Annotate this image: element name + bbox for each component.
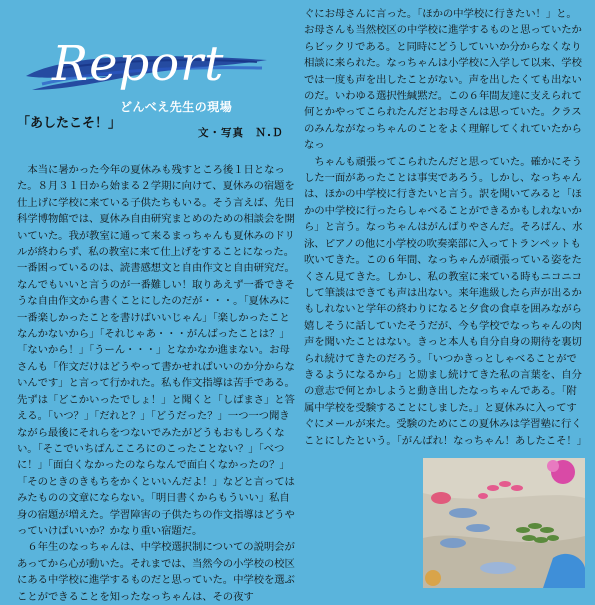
article-paragraph: ぐにお母さんに言った。「ほかの中学校に行きたい！」と。お母さんも当然校区の中学校に進学するものと思っていたからビックリである。と同時にどうしていいか分からなくなり相談に来られた。なっちゃんは小学校に入学して以来、学校では一度も声を出したことがない。声を出したくても出ないのだ。いわゆる選択性緘黙だ。この６年間友達に支えられて何とかやってこられたんだとお母さんは思っていた。クラスのみんながなっちゃんのことをよく理解してくれていたからなっ xyxy=(304,8,582,152)
report-header xyxy=(22,18,282,114)
article-paragraph: 本当に暑かった今年の夏休みも残すところ後１日となった。８月３１日から始まる２学期に向けて、夏休みの宿題を仕上げに学校に来ている子供たちもいる。そう言えば、先日科学博物館では、夏休み自由研究まとめのための相談会を開いていた。我が教室に通って来るまっちゃんも夏休みのドリルが終わらず、私の教室に来て仕上げをすることになった。一番困っているのは、読書感想文と自由作文と自由研究だ。なんでもいいと言うのが一番難しい！取りあえず一番できそうな自由作文から書くことにしたのだが・・・。「夏休みに一番楽しかったことを書けばいいじゃん」「楽しかったことなんかないから」「それじゃあ・・・がんばったことは？」「ないから！」「うーん・・・」となかなか進まない。お母さんも「作文だけはどうやって書かせればいいのか分からないんです」と言って行かれた。私も作文指導は苦手である。先ずは「どこかいったでしょ！」と聞くと「しばまさ」と答える。「いつ？」「だれと？」「どうだった？」一つ一つ聞きながら最後にそれらをつないでみたがどうもおもしろくない。「そこでいちばんこころにのこったことない？」「べつに！」「面白くなかったのならなんで面白くなかったの？」「そのときのきもちをかくといいんだよ！」などと言ってはみたものの文章にならない。「明日書くからもういい」私自身の宿題が増えた。学習障害の子供たちの作文指導はどうやっていけばいいか？かなり重い宿題だ。 xyxy=(17,164,295,537)
fish-painting-image xyxy=(423,458,585,588)
article-paragraph: ちゃんも頑張ってこられたんだと思っていた。確かにそうした一面があったことは事実であろう。しかし、なっちゃんは、ほかの中学校に行きたいと言う。訳を聞いてみると「ほかの中学校に行ったらしゃべることができるかもしれないから」と言う。なっちゃんはがんばりやさんだ。そろばん、水泳、ピアノの他に小学校の吹奏楽部に入ってトランペットも吹いてきた。この６年間、なっちゃんが頑張っている姿をたくさん見てきた。しかし、私の教室に来ている時もニコニコして筆談はできても声は出ない。来年進級したら声が出るかもしれないと学年の終わりになると夕食の食卓を囲みながら嬉しそうに話していたそうだが、今も学校でなっちゃんの肉声を聞いたことはない。きっと本人も自分自身の期待を裏切られ続けてきたのだろう。「いつかきっとしゃべることができるようになるから」と励まし続けてきた私の言葉を、自分の意志で何とかしようと動き出したなっちゃんである。「附属中学校を受験することにしました。」と夏休みに入ってすぐにメールが来た。受験のためにこの夏休みは学習塾に行くことにしたという。「がんばれ！なっちゃん！あしたこそ！」 xyxy=(304,155,587,447)
article-column-right xyxy=(304,6,586,449)
article-byline: 文・写真 Ｎ.Ｄ xyxy=(198,127,284,139)
article-title: 「あしたこそ！」 xyxy=(17,116,122,131)
report-subtitle: どんべえ先生の現場 xyxy=(120,100,233,114)
article-column-left xyxy=(17,162,296,605)
fish-painting-icon xyxy=(423,458,585,588)
article-paragraph: ６年生のなっちゃんは、中学校選択制についての説明会があってから心が動いた。それまでは、当然今の小学校の校区にある中学校に進学するものだと思っていた。中学校を選ぶことができることを知ったなっちゃんは、その夜す xyxy=(17,541,295,603)
report-title: Report xyxy=(52,36,225,92)
